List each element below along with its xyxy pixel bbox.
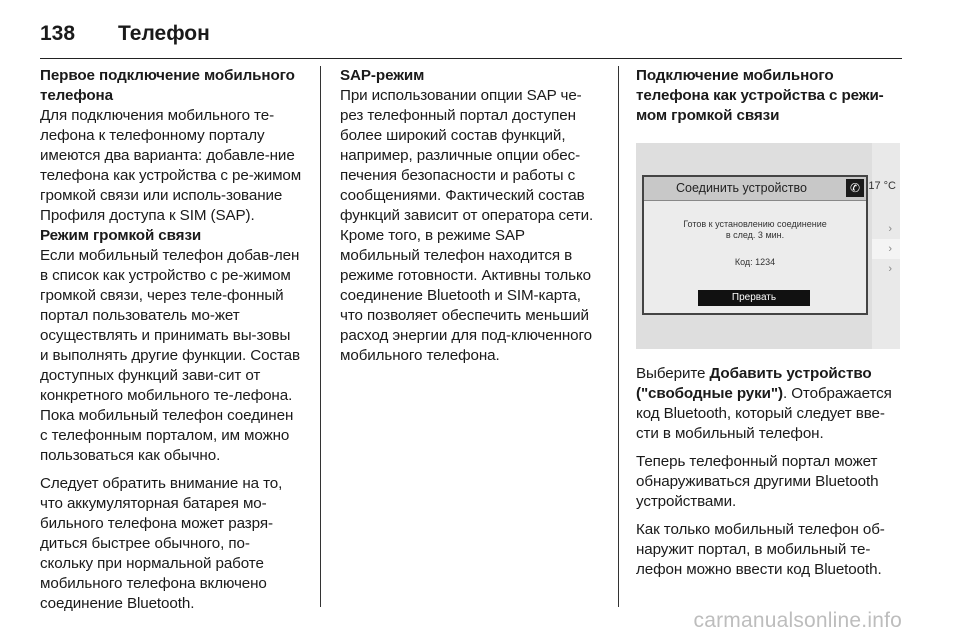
page-header <box>40 16 902 52</box>
section-heading-sap: SAP-режим <box>340 67 425 84</box>
paragraph-handsfree: Если мобильный телефон добав-лен в список как устройство с ре-жимом громкой связи, через теле-фонный портал пользователь мо-жет осуществлять и принимать вы-зовы и выполнять другие функции. Состав доступных функций зави-сит от конкретного мобильного те-лефона. Пока мобильный телефон соединен с телефонным порталом, им можно пользоваться как обычно. <box>40 247 300 464</box>
dialog-message-line: в след. 3 мин. <box>725 230 785 240</box>
header-divider <box>40 58 902 59</box>
section-heading-first-connection: Первое подключение мобильного телефона <box>40 67 295 104</box>
column-left <box>40 66 302 614</box>
chevron-right-icon: › <box>888 263 892 275</box>
page-title: Телефон <box>118 22 210 45</box>
page-number: 138 <box>40 22 76 45</box>
temperature-readout: 17 °C <box>868 180 896 192</box>
paragraph-sap: При использовании опции SAP че-рез телефонный портал доступен более широкий состав функций, например, различные опции обес-печения безопасности и работы с сообщениями. Фактический состав функций зависит от оператора сети. Кроме того, в режиме SAP мобильный телефон находится в режиме готовности. Активны только соединение Bluetooth и SIM-карта, что позволяет обеспечить меньший расход энергии для под-ключенного мобильного телефона. <box>340 87 594 364</box>
chevron-right-icon: › <box>888 243 892 255</box>
column-divider-2 <box>618 66 619 607</box>
bluetooth-code: Код: 1234 <box>734 257 776 267</box>
connect-device-dialog <box>642 175 868 315</box>
menu-item-reference: Добавить устройство ("свободные руки") <box>636 365 872 402</box>
column-divider-1 <box>320 66 321 607</box>
dialog-message-line: Готов к установлению соединение <box>683 219 827 229</box>
column-right-text <box>636 364 898 580</box>
text-suffix: . Отображается код Bluetooth, который следует вве-сти в мобильный телефон. <box>636 385 892 442</box>
section-heading-connect-handsfree: Подключение мобильного телефона как устройства с режи-мом громкой связи <box>636 67 884 124</box>
screen-illustration <box>636 143 900 349</box>
dialog-title: Соединить устройство <box>644 177 866 201</box>
column-middle <box>340 66 602 366</box>
paragraph-enter-code: Как только мобильный телефон об-наружит портал, в мобильный те-лефон можно ввести код Bluetooth. <box>636 521 885 578</box>
section-heading-handsfree: Режим громкой связи <box>40 227 202 244</box>
paragraph-battery-note: Следует обратить внимание на то, что аккумуляторная батарея мо-бильного телефона может разря-диться быстрее обычного, по-скольку при нормальной работе мобильного телефона включено соединение Bluetooth. <box>40 475 283 612</box>
paragraph-discoverable: Теперь телефонный портал может обнаруживаться другими Bluetooth устройствами. <box>636 453 879 510</box>
side-panel-highlight <box>872 239 900 259</box>
column-right <box>636 66 898 126</box>
dialog-message <box>644 219 866 241</box>
cancel-button[interactable]: Прервать <box>698 290 810 306</box>
phone-icon: ✆ <box>846 179 864 197</box>
text-prefix: Выберите <box>636 365 710 382</box>
watermark: carmanualsonline.info <box>693 609 902 632</box>
chevron-right-icon: › <box>888 223 892 235</box>
paragraph-select-add-device <box>636 364 898 444</box>
paragraph-connection-options: Для подключения мобильного те-лефона к телефонному порталу имеются два варианта: добавле-ние телефона как устройства с ре-жимом громкой связи или исполь-зование Профиля доступа к SIM (SAP). <box>40 107 302 224</box>
